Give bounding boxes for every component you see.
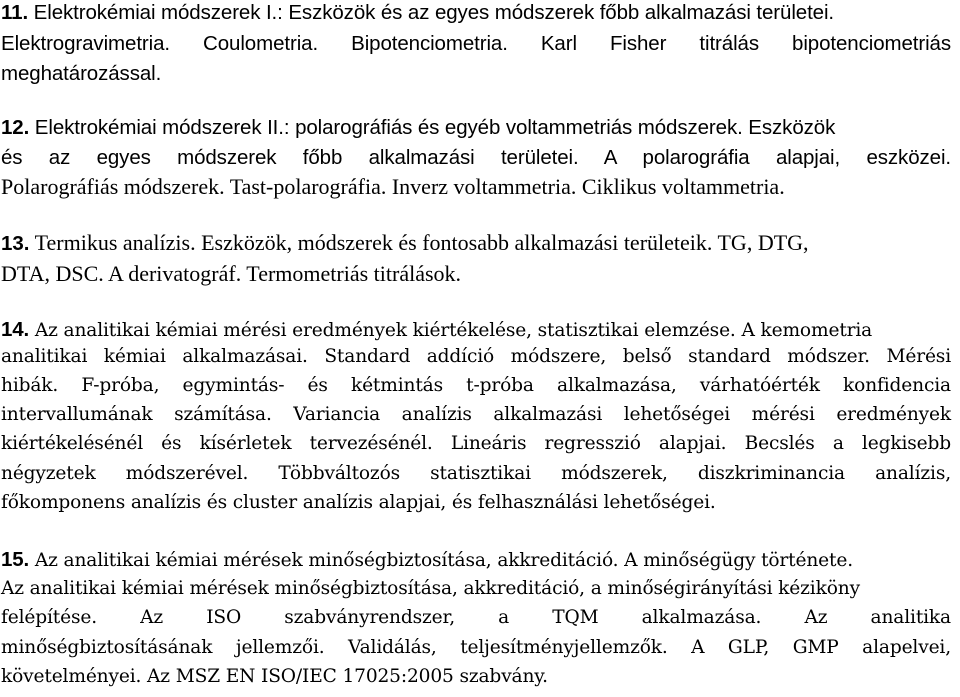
- section-12-line-1: 12. Elektrokémiai módszerek II.: polarográfiás és egyéb voltammetriás módszerek. Eszközök: [1, 116, 836, 139]
- section-14-line-3: hibák. F-próba, egymintás- és kétmintás t-próba alkalmazása, várhatóérték konfidencia: [1, 375, 951, 396]
- section-number: 13.: [1, 232, 30, 255]
- section-15-line-5: követelményei. Az MSZ EN ISO/IEC 17025:2005 szabvány.: [1, 666, 548, 687]
- section-14-line-2: analitikai kémiai alkalmazásai. Standard addíció módszere, belső standard módszer. Mérési: [1, 346, 951, 367]
- section-14-line-1: 14. Az analitikai kémiai mérési eredmények kiértékelése, statisztikai elemzése. A kemometria: [1, 318, 873, 341]
- section-15-line-2: Az analitikai kémiai mérések minőségbiztosítása, akkreditáció, a minőségirányítási kéziköny: [1, 578, 860, 599]
- section-14-line-5: kiértékelésénél és kísérletek tervezésénél. Lineáris regresszió alapjai. Becslés a legkisebb: [1, 433, 951, 454]
- section-11-line-3: meghatározással.: [1, 62, 162, 85]
- section-11-line-2: Elektrogravimetria. Coulometria. Bipotenciometria. Karl Fisher titrálás bipotenciometriás: [1, 32, 951, 55]
- section-number: 15.: [1, 548, 30, 571]
- section-11-line-1: 11. Elektrokémiai módszerek I.: Eszközök és az egyes módszerek főbb alkalmazási területei.: [1, 1, 835, 24]
- section-12-line-2: és az egyes módszerek főbb alkalmazási területei. A polarográfia alapjai, eszközei.: [1, 146, 951, 169]
- section-15-line-3: felépítése. Az ISO szabványrendszer, a TQM alkalmazása. Az analitika: [1, 607, 951, 628]
- section-number: 11.: [1, 1, 29, 24]
- section-14-line-7: főkomponens analízis és cluster analízis alapjai, és felhasználási lehetőségei.: [1, 492, 716, 513]
- section-12-line-3: Polarográfiás módszerek. Tast-polarográfia. Inverz voltammetria. Ciklikus voltammetria.: [1, 174, 785, 199]
- section-14-line-4: intervallumának számítása. Variancia analízis alkalmazási lehetőségei mérési eredmények: [1, 404, 951, 425]
- section-number: 12.: [1, 116, 30, 139]
- section-15-line-4: minőségbiztosításának jellemzői. Validálás, teljesítményjellemzők. A GLP, GMP alapelvei,: [1, 637, 951, 658]
- section-number: 14.: [1, 318, 30, 341]
- section-13-line-2: DTA, DSC. A derivatográf. Termometriás titrálások.: [1, 261, 462, 286]
- section-14-line-6: négyzetek módszerével. Többváltozós statisztikai módszerek, diszkriminancia analízis,: [1, 463, 951, 484]
- section-13-line-1: 13. Termikus analízis. Eszközök, módszerek és fontosabb alkalmazási területeik. TG, DTG,: [1, 230, 809, 255]
- section-15-line-1: 15. Az analitikai kémiai mérések minőségbiztosítása, akkreditáció. A minőségügy története.: [1, 548, 853, 571]
